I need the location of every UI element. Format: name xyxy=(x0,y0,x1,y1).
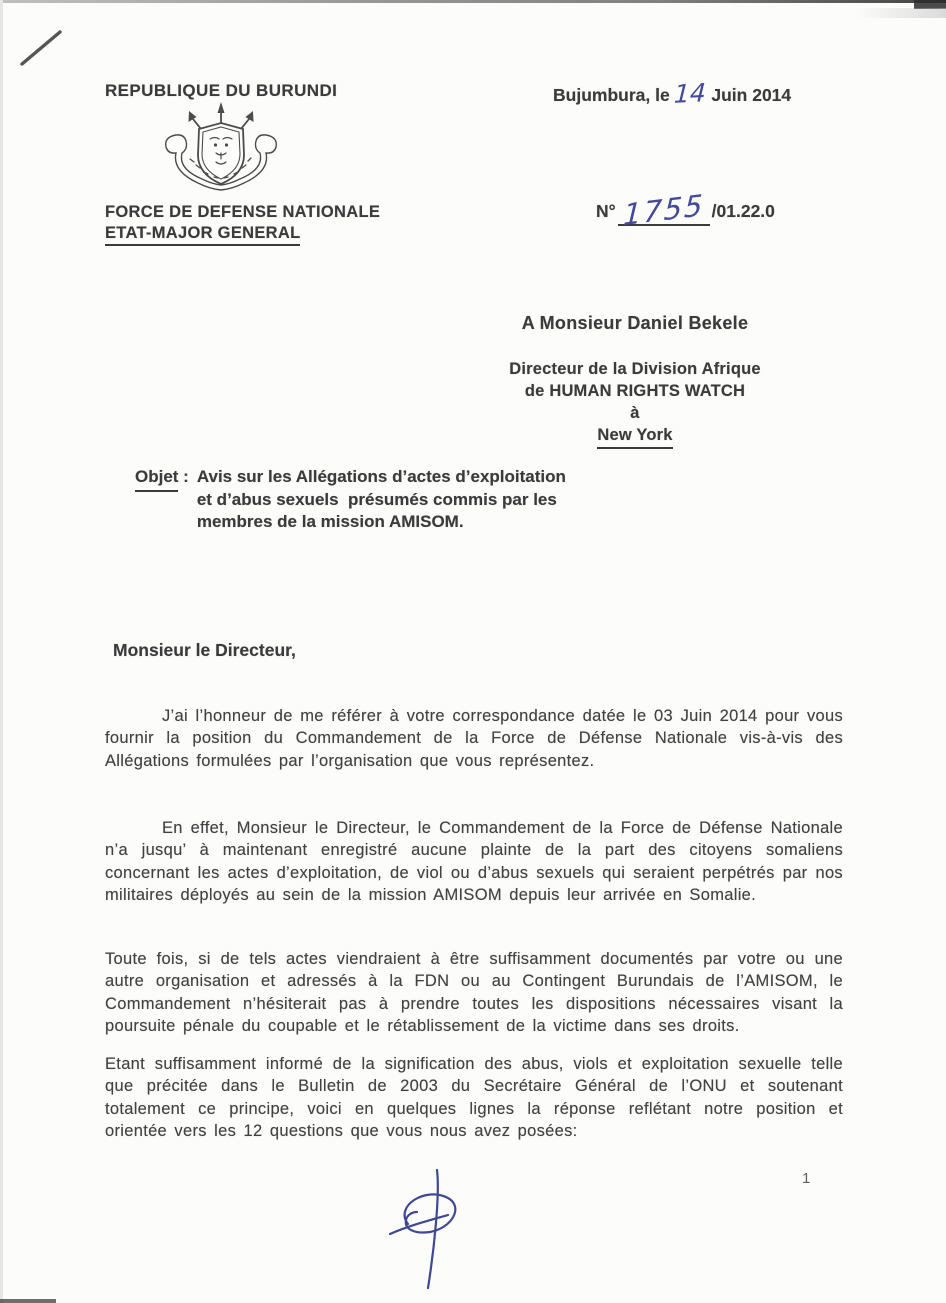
ref-underline xyxy=(618,187,710,233)
scan-left-edge-artifact xyxy=(0,0,3,1303)
recipient-city-label: New York xyxy=(597,424,672,449)
recipient-title-line2: de HUMAN RIGHTS WATCH xyxy=(524,382,746,400)
paragraph-2: En effet, Monsieur le Directeur, le Commandement de la Force de Défense Nationale n’a jusqu’ à maintenant enregistré aucune plainte de la part des citoyens somaliens concernant les actes d’exploitation, de viol ou d’abus sexuels qui seraient perpétrés par nos militaires déployés au sein de la mission AMISOM depuis leur arrivée en Somalie. xyxy=(105,819,843,905)
org-division xyxy=(105,224,300,246)
signature-paraph-icon xyxy=(386,1160,474,1303)
subject-line-3: membres de la mission AMISOM. xyxy=(196,512,464,531)
date-prefix: Bujumbura, le xyxy=(553,85,670,105)
subject-line-1: Avis sur les Allégations d’actes d’exploitation xyxy=(196,467,566,486)
recipient-city xyxy=(440,424,830,449)
recipient-at: à xyxy=(630,404,640,422)
scan-smudge-artifact xyxy=(856,8,946,18)
subject-text xyxy=(197,466,566,534)
pen-slash-mark xyxy=(14,24,66,75)
country-title: REPUBLIQUE DU BURUNDI xyxy=(105,81,338,100)
date-suffix: Juin 2014 xyxy=(711,85,792,105)
place-and-date xyxy=(553,78,791,107)
subject-label: Objet : xyxy=(135,466,189,534)
subject-line-2: et d’abus sexuels présumés commis par les xyxy=(196,489,557,509)
handwritten-ref-number: 1755 xyxy=(622,187,706,233)
scan-bottom-edge-artifact xyxy=(0,1299,56,1303)
salutation: Monsieur le Directeur, xyxy=(113,640,296,660)
paragraph-4: Etant suffisamment informé de la signification des abus, viols et exploitation sexuelle telle que précitée dans le Bulletin de 2003 du Secrétaire Général de l’ONU et soutenant totalement ce principe, voici en quelques lignes la réponse reflétant notre position et orientée vers les 12 questions que vous nous avez posées: xyxy=(105,1055,843,1141)
ref-prefix: N° xyxy=(596,201,616,221)
paragraph-3: Toute fois, si de tels actes viendraient à être suffisamment documentés par votre ou une autre organisation et adressés à la FDN ou au Contingent Burundais de l’AMISOM, le Commandement n’hésiterait pas à prendre toutes les dispositions nécessaires visant la poursuite pénale du coupable et le rétablissement de la victime dans ses droits. xyxy=(105,950,843,1036)
reference-number xyxy=(596,187,775,233)
scan-top-edge-artifact xyxy=(0,0,946,3)
page-number: 1 xyxy=(802,1170,811,1187)
org-name: FORCE DE DEFENSE NATIONALE xyxy=(105,203,381,221)
recipient-name: A Monsieur Daniel Bekele xyxy=(521,313,749,333)
ref-suffix: /01.22.0 xyxy=(711,201,775,221)
recipient-address xyxy=(440,358,830,449)
recipient-title-line1: Directeur de la Division Afrique xyxy=(509,360,761,378)
paragraph-1: J’ai l’honneur de me référer à votre correspondance datée le 03 Juin 2014 pour vous fournir la position du Commandement de la Force de Défense Nationale vis-à-vis des Allégations formulées par l’organisation que vous représentez. xyxy=(105,707,843,770)
subject-block xyxy=(135,466,566,534)
burundi-coat-of-arms-icon xyxy=(146,101,296,208)
org-division-label: ETAT-MAJOR GENERAL xyxy=(105,224,300,246)
handwritten-day: 14 xyxy=(672,78,707,109)
